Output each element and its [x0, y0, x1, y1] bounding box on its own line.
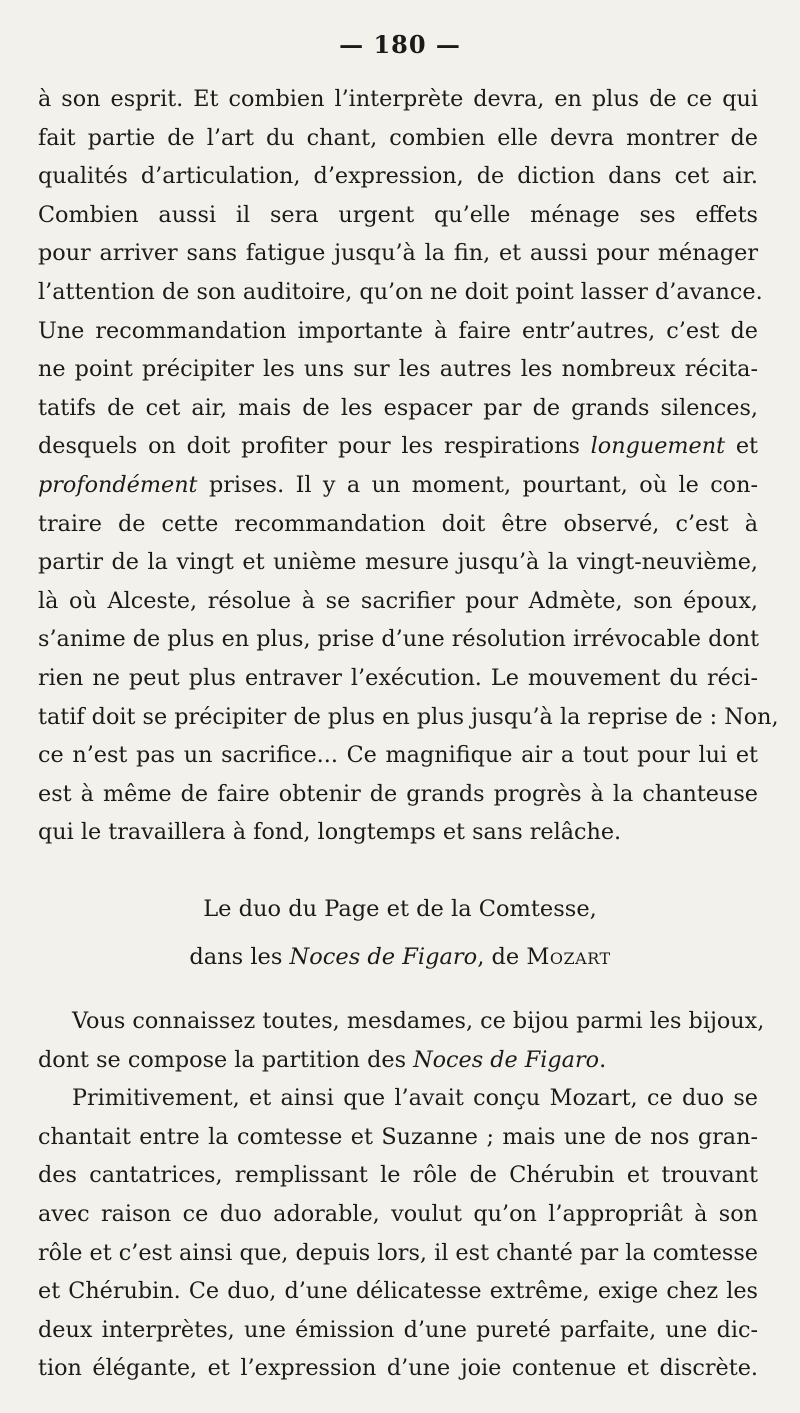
text-line: deux interprètes, une émission d’une pureté parfaite, une dic- — [38, 1316, 758, 1343]
text-line: partir de la vingt et unième mesure jusqu’à la vingt-neuvième, — [38, 549, 758, 576]
text-line: Une recommandation importante à faire entr’autres, c’est de — [38, 317, 758, 344]
text-line: Combien aussi il sera urgent qu’elle ménage ses effets — [38, 201, 758, 228]
text-line: Primitivement, et ainsi que l’avait conçu Mozart, ce duo se — [72, 1085, 758, 1112]
text-line: là où Alceste, résolue à se sacrifier pour Admète, son époux, — [38, 587, 758, 614]
work-title: Noces de Figaro — [289, 944, 478, 970]
text-line — [38, 427, 758, 466]
text-line: et Chérubin. Ce duo, d’une délicatesse extrême, exige chez les — [38, 1278, 758, 1305]
text-line: à son esprit. Et combien l’interprète devra, en plus de ce qui — [38, 86, 758, 112]
text-line: ne point précipiter les uns sur les autres les nombreux récita- — [38, 356, 758, 383]
text-line: Vous connaissez toutes, mesdames, ce bijou parmi les bijoux, — [72, 1008, 765, 1034]
text-line: ce n’est pas un sacrifice... Ce magnifique air a tout pour lui et — [38, 742, 758, 769]
text-line: tatif doit se précipiter de plus en plus jusqu’à la reprise de : Non, — [38, 703, 779, 730]
text-line: tatifs de cet air, mais de les espacer par de grands silences, — [38, 394, 758, 421]
text-line: est à même de faire obtenir de grands progrès à la chanteuse — [38, 780, 758, 807]
text-line: qualités d’articulation, d’expression, de diction dans cet air. — [38, 163, 758, 190]
text-line: s’anime de plus en plus, prise d’une résolution irrévocable dont — [38, 626, 760, 653]
work-title: Noces de Figaro — [413, 1046, 600, 1073]
italic-word: longuement — [590, 433, 726, 460]
text-segment: dont se compose la partition des — [38, 1046, 414, 1073]
text-line: traire de cette recommandation doit être observé, c’est à — [38, 510, 758, 537]
section-subheading — [0, 937, 800, 977]
text-segment: dans les — [189, 944, 290, 970]
section-heading: Le duo du Page et de la Comtesse, — [203, 896, 597, 922]
paragraph-1 — [38, 80, 779, 852]
composer-name: Mozart — [526, 944, 611, 970]
page-number: — 180 — — [339, 30, 461, 59]
text-line — [38, 1041, 758, 1080]
text-segment: desquels on doit profiter pour les respirations — [38, 433, 591, 460]
text-line: rien ne peut plus entraver l’exécution. Le mouvement du réci- — [38, 664, 758, 691]
text-line: tion élégante, et l’expression d’une joie contenue et discrète. — [38, 1355, 758, 1382]
text-line: l’attention de son auditoire, qu’on ne doit point lasser d’avance. — [38, 278, 763, 305]
text-line: pour arriver sans fatigue jusqu’à la fin, et aussi pour ménager — [38, 240, 758, 267]
text-line: des cantatrices, remplissant le rôle de Chérubin et trouvant — [38, 1162, 758, 1189]
text-segment: , de — [477, 944, 527, 970]
paragraph-2 — [38, 1002, 765, 1388]
text-segment: et — [725, 433, 758, 460]
text-line: qui le travaillera à fond, longtemps et sans relâche. — [38, 819, 622, 846]
text-segment: . — [599, 1046, 607, 1073]
text-line: chantait entre la comtesse et Suzanne ; mais une de nos gran- — [38, 1123, 758, 1150]
text-line: fait partie de l’art du chant, combien elle devra montrer de — [38, 124, 758, 151]
text-line — [38, 466, 758, 505]
text-line: avec raison ce duo adorable, voulut qu’on l’appropriât à son — [38, 1200, 758, 1227]
text-line: rôle et c’est ainsi que, depuis lors, il est chanté par la comtesse — [38, 1239, 758, 1266]
italic-word: profondément — [38, 471, 198, 498]
text-segment: prises. Il y a un moment, pourtant, où le con- — [208, 471, 758, 498]
